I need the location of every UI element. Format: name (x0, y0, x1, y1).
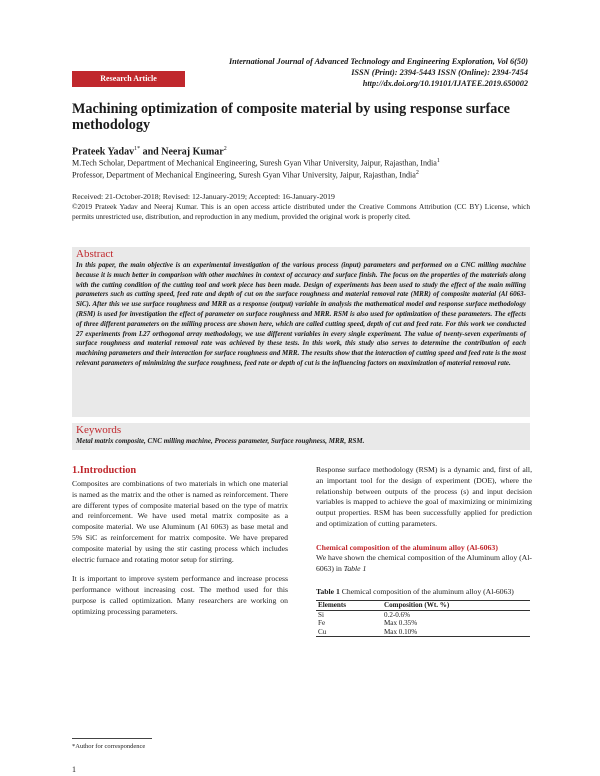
rsm-paragraph (316, 465, 532, 530)
paragraph: Composites are combinations of two materials in which one material is named as the matrix and the other is named as reinforcement. There are different types of composite material based on the type of matrix and reinforcement. We have used metal matrix composite as a composite material. We use Aluminum (Al 6063) as base metal and 5% SiC as reinforcement for matrix composite. We have prepared composite material by using the stir casting process which includes electric furnace and rotating motor setup for stirring. (72, 479, 288, 564)
correspondence-footnote: *Author for correspondence (72, 743, 146, 750)
keywords-heading: Keywords (76, 424, 122, 436)
table-caption (316, 587, 532, 598)
affiliation-marker: 2 (415, 170, 419, 176)
table-reference[interactable]: Table 1 (343, 564, 367, 574)
license-notice: ©2019 Prateek Yadav and Neeraj Kumar. This is an open access article distributed under the Creative Commons Attribution (CC BY) License, which permits unrestricted use, distribution, and reproduction in any medium, provided the original work is properly cited. (72, 202, 530, 221)
table-header-cell: Elements (316, 600, 382, 610)
affiliation (72, 167, 532, 182)
affiliation-text: M.Tech Scholar, Department of Mechanical Engineering, Suresh Gyan Vihar University, Jaipur, Rajasthan, India (72, 158, 437, 168)
keywords-text: Metal matrix composite, CNC milling machine, Process parameter, Surface roughness, MRR, RSM. (76, 437, 365, 445)
author-name: Neeraj Kumar (161, 146, 224, 158)
table-cell: Max 0.35% (384, 619, 418, 628)
article-type-badge: Research Article (72, 71, 185, 87)
paragraph: Response surface methodology (RSM) is a dynamic and, first of all, an important tool for the design of experiment (DOE), where the relationship between outputs of the process (s) and input decision variables is mapped to achieve the goal of maximizing or minimizing output properties. RSM has been successfully applied for prediction and optimization of cutting parameters. (316, 465, 532, 528)
table-cell: Cu (316, 628, 382, 637)
table-cell: Si (318, 610, 324, 619)
paragraph: It is important to improve system performance and increase process performance without increasing cost. The method used for this purpose is called optimization. Many researchers are working on optimizing processing parameters. (72, 574, 288, 616)
journal-issn: ISSN (Print): 2394-5443 ISSN (Online): 2394-7454 (351, 68, 528, 78)
author-marker: 2 (223, 146, 227, 152)
affiliation-marker: 1 (436, 158, 440, 164)
table-header-row (316, 600, 530, 610)
paragraph-text: We have shown the chemical composition of the Aluminum alloy (Al-6063) in (316, 553, 532, 574)
abstract-heading: Abstract (76, 248, 114, 260)
table-cell: 0.2-0.6% (384, 610, 411, 619)
paper-title: Machining optimization of composite material by using response surface methodology (72, 101, 510, 133)
abstract-text: In this paper, the main objective is an experimental investigation of the various process (input) parameters and performed on a CNC milling machine because it is much better in comparison with other machines in context of accuracy and surface finish. The focus on the properties of the materials along with the cutting condition of the cutting tool and work piece has been made. Design of experiments has been used to study the effect of the main milling parameters such as cutting speed, feed rate and depth of cut on the surface roughness and material removal rate (MRR) of composite material (Al 6063-SiC). After this we use surface roughness and MRR as a response (output) variable in analysis the mathematical model and response surface methodology (RSM) is used for investigation the effect of parameter on surface roughness and MRR. RSM is also used for optimization of these parameters. The effects of three different parameters on the milling process are shown here, which are called cutting speed, depth of cut and feed rate. For this work we conducted 27 experiments from L27 orthogonal array methodology, we use different variables in every single experiment. The value of twenty-seven experiments of surface roughness and material removal rate was achieved by these tests. In this work, this study also serves to determine the contribution of each machining parameters and their interaction for surface roughness and MRR. The results show that the interaction of cutting speed and feed rate is the most relevant parameters of minimizing the surface roughness, feed rate or depth of cut is the influencing factors on maximization of material removal rate. (76, 261, 526, 367)
table-row (316, 610, 530, 619)
composition-paragraph (316, 553, 532, 575)
affiliation-text: Professor, Department of Mechanical Engineering, Suresh Gyan Vihar University, Jaipur, Rajasthan, India (72, 170, 416, 180)
footnote-divider (72, 738, 152, 739)
table-header-cell: Composition (Wt. %) (382, 600, 530, 610)
journal-doi[interactable]: http://dx.doi.org/10.19101/IJATEE.2019.650002 (362, 79, 528, 89)
page-number: 1 (72, 765, 76, 774)
table-cell: Fe (318, 619, 326, 628)
table-cell: Max 0.10% (382, 628, 530, 637)
intro-body (72, 479, 288, 618)
author-marker: 1* (134, 146, 141, 152)
section-heading: 1.Introduction (72, 465, 137, 476)
table-row (316, 628, 530, 637)
subsection-heading: Chemical composition of the aluminum alloy (Al-6063) (316, 542, 498, 552)
journal-name: International Journal of Advanced Technology and Engineering Exploration, Vol 6(50) (228, 57, 528, 66)
journal-header (128, 56, 528, 90)
author-name: Prateek Yadav (72, 146, 135, 158)
received-dates: Received: 21-October-2018; Revised: 12-January-2019; Accepted: 16-January-2019 (72, 192, 335, 201)
right-column (316, 465, 532, 637)
composition-table (316, 600, 530, 638)
table-row (316, 619, 530, 628)
keywords-box (72, 423, 530, 450)
intro-section (72, 465, 288, 627)
author-conjunction: and (140, 146, 162, 158)
abstract-box (72, 247, 530, 417)
table-caption-text: Chemical composition of the aluminum alloy (Al-6063) (339, 586, 514, 596)
table-caption-label: Table 1 (316, 586, 340, 596)
